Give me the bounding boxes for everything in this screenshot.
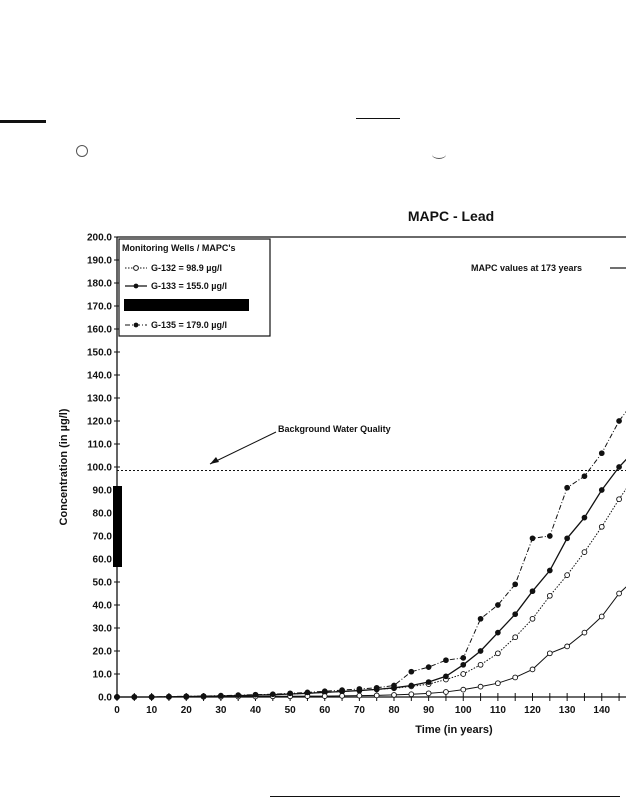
series-4-point: [513, 582, 518, 587]
series-2-point: [599, 488, 604, 493]
series-4-point: [374, 685, 379, 690]
y-tick-label: 160.0: [86, 324, 112, 336]
series-4-point: [184, 694, 189, 699]
x-tick-label: 130: [558, 705, 576, 716]
series-2-point: [444, 674, 449, 679]
y-tick-label: 70.0: [92, 531, 112, 543]
x-tick-label: 10: [146, 705, 158, 716]
series-4-point: [132, 695, 137, 700]
y-tick-label: 60.0: [92, 554, 112, 566]
x-tick-label: 0: [114, 705, 120, 716]
legend-entry-4-label: G-135 = 179.0 µg/l: [151, 320, 227, 330]
x-axis-title: Time (in years): [415, 724, 493, 736]
series-3-point: [357, 693, 362, 698]
series-3-point: [409, 692, 414, 697]
series-3-point: [599, 614, 604, 619]
y-tick-label: 0.0: [98, 692, 112, 704]
series-4-point: [270, 692, 275, 697]
series-3-point: [340, 693, 345, 698]
series-3-point: [444, 690, 449, 695]
series-3-point: [565, 644, 570, 649]
series-3-point: [426, 691, 431, 696]
x-tick-label: 120: [524, 705, 541, 716]
series-3-point: [530, 667, 535, 672]
x-tick-label: 50: [284, 705, 296, 716]
x-tick-label: 90: [423, 705, 435, 716]
y-tick-label: 110.0: [87, 439, 112, 451]
x-tick-label: 70: [353, 705, 365, 716]
x-tick-label: 110: [489, 705, 506, 716]
series-4-point: [340, 688, 345, 693]
redaction-bar: [113, 486, 122, 567]
series-3-point: [392, 693, 397, 698]
series-4-point: [149, 695, 154, 700]
series-4-point: [236, 693, 241, 698]
x-tick-label: 60: [319, 705, 331, 716]
y-tick-label: 180.0: [86, 278, 112, 290]
y-tick-label: 20.0: [92, 646, 112, 658]
y-axis-ticks: [87, 233, 120, 704]
legend-redaction-bar: [124, 299, 249, 311]
series-3-point: [513, 675, 518, 680]
series-3-point: [478, 684, 483, 689]
y-tick-label: 10.0: [92, 669, 112, 681]
legend-entry-2-label: G-133 = 155.0 µg/l: [151, 281, 227, 291]
series-2-point: [426, 680, 431, 685]
series-3-point: [461, 687, 466, 692]
mapc-note: MAPC values at 173 years: [471, 263, 583, 273]
series-1-line: [117, 474, 626, 697]
series-4-point: [530, 536, 535, 541]
series-layer: [115, 398, 626, 699]
series-1-point: [461, 672, 466, 677]
series-2-point: [582, 515, 587, 520]
y-tick-label: 190.0: [86, 255, 112, 267]
series-1-point: [617, 497, 622, 502]
series-1-point: [565, 573, 570, 578]
series-4-point: [322, 689, 327, 694]
series-4-point: [409, 669, 414, 674]
series-1-point: [547, 593, 552, 598]
series-3-point: [374, 693, 379, 698]
x-tick-label: 20: [180, 705, 192, 716]
series-4-point: [495, 603, 500, 608]
series-2-point: [513, 612, 518, 617]
y-tick-label: 80.0: [92, 508, 112, 520]
background-annotation-arrowhead: [210, 457, 219, 464]
y-tick-label: 200.0: [86, 232, 112, 244]
series-1-point: [495, 651, 500, 656]
background-annotation-arrow: [210, 432, 276, 464]
series-4-point: [167, 694, 172, 699]
series-4-point: [218, 693, 223, 698]
series-1: [115, 474, 626, 699]
series-4-point: [288, 691, 293, 696]
series-1-point: [599, 524, 604, 529]
y-tick-label: 40.0: [92, 600, 112, 612]
series-2-point: [409, 683, 414, 688]
series-4-point: [444, 658, 449, 663]
series-1-point: [513, 635, 518, 640]
series-2: [115, 449, 626, 700]
x-tick-label: 80: [388, 705, 400, 716]
y-tick-label: 150.0: [86, 347, 112, 359]
series-4-point: [547, 534, 552, 539]
series-2-point: [461, 662, 466, 667]
series-3-point: [582, 630, 587, 635]
series-2-point: [530, 589, 535, 594]
series-4-point: [201, 694, 206, 699]
y-tick-label: 140.0: [86, 370, 112, 382]
series-1-point: [478, 662, 483, 667]
legend: [119, 239, 270, 336]
y-tick-label: 50.0: [92, 577, 112, 589]
x-tick-label: 140: [593, 705, 611, 716]
series-3-point: [547, 651, 552, 656]
series-4-point: [115, 695, 120, 700]
series-2-point: [565, 536, 570, 541]
series-4-point: [478, 616, 483, 621]
y-tick-label: 120.0: [86, 416, 112, 428]
series-3-point: [322, 694, 327, 699]
series-4-point: [357, 687, 362, 692]
series-4-point: [599, 451, 604, 456]
series-4-point: [392, 683, 397, 688]
x-tick-label: 100: [454, 705, 472, 716]
x-tick-label: 30: [215, 705, 227, 716]
legend-title: Monitoring Wells / MAPC's: [122, 243, 236, 253]
y-tick-label: 90.0: [92, 485, 112, 497]
series-4-point: [617, 419, 622, 424]
series-2-point: [547, 568, 552, 573]
series-1-point: [530, 616, 535, 621]
series-3-point: [617, 591, 622, 596]
series-4-point: [461, 656, 466, 661]
series-4-point: [582, 474, 587, 479]
chart-title: MAPC - Lead: [407, 208, 495, 224]
series-4-point: [305, 690, 310, 695]
background-water-quality-label: Background Water Quality: [278, 424, 391, 434]
series-2-point: [478, 649, 483, 654]
y-tick-label: 170.0: [86, 301, 112, 313]
series-3-point: [495, 681, 500, 686]
y-tick-label: 100.0: [86, 462, 112, 474]
series-2-point: [495, 630, 500, 635]
y-tick-label: 130.0: [86, 393, 112, 405]
legend-entry-1-label: G-132 = 98.9 µg/l: [151, 263, 222, 273]
y-axis-title: Concentration (in µg/l): [58, 408, 70, 526]
series-4-point: [426, 665, 431, 670]
series-4-point: [565, 485, 570, 490]
series-4-point: [253, 692, 258, 697]
series-1-point: [582, 550, 587, 555]
series-2-point: [617, 465, 622, 470]
x-tick-label: 40: [249, 705, 262, 716]
y-tick-label: 30.0: [92, 623, 112, 635]
